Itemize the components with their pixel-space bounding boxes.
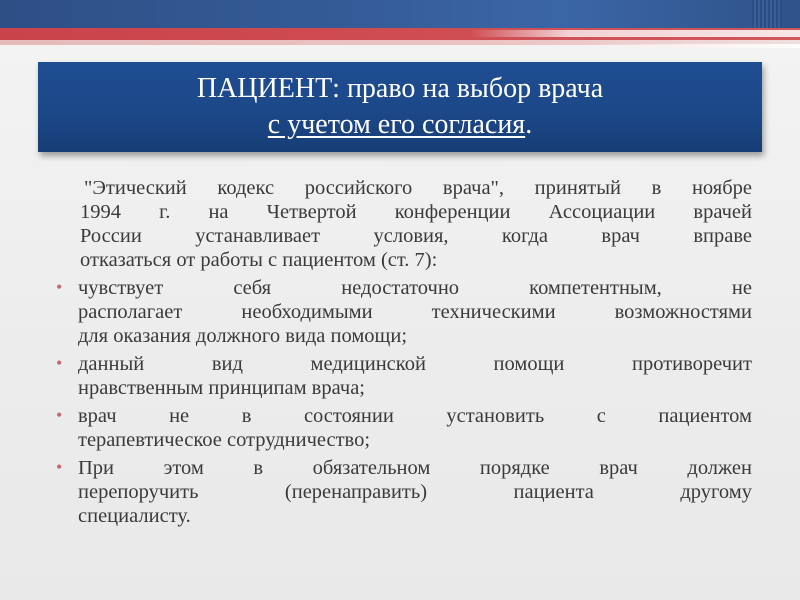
subtitle-underlined: с учетом его согласия xyxy=(267,109,526,140)
bullet-icon: • xyxy=(56,405,63,425)
bullet-icon: • xyxy=(56,277,63,297)
bullet-line: терапевтическое сотрудничество; xyxy=(78,429,371,451)
top-band-light xyxy=(600,44,800,48)
intro-paragraph xyxy=(56,176,752,272)
bullet-line: для оказания должного вида помощи; xyxy=(78,325,408,347)
bullet-line: специалисту. xyxy=(78,505,191,527)
bullet-item xyxy=(56,404,752,452)
slide-title: ПАЦИЕНТ: право на выбор врача xyxy=(196,73,604,104)
top-band-highlight xyxy=(470,30,800,37)
title-box xyxy=(38,62,762,152)
bullet-line: чувствует себя недостаточно компетентным, не xyxy=(78,277,752,299)
corner-decoration xyxy=(752,0,782,28)
intro-line: "Этический кодекс российского врача", принятый в ноябре xyxy=(84,177,752,199)
bullet-item xyxy=(56,276,752,348)
bullet-item xyxy=(56,456,752,528)
bullet-line: данный вид медицинской помощи противоречит xyxy=(78,353,752,375)
intro-line: отказаться от работы с пациентом (ст. 7): xyxy=(80,249,438,271)
subtitle-period: . xyxy=(525,109,533,140)
bullet-line: перепоручить (перенаправить) пациента другому xyxy=(78,481,752,503)
top-band-blue xyxy=(0,0,800,28)
bullet-line: врач не в состоянии установить с пациентом xyxy=(78,405,752,427)
slide-subtitle xyxy=(38,108,762,142)
intro-line: России устанавливает условия, когда врач вправе xyxy=(80,225,752,247)
bullet-icon: • xyxy=(56,353,63,373)
bullet-line: располагает необходимыми техническими возможностями xyxy=(78,301,752,323)
bullet-icon: • xyxy=(56,457,63,477)
bullet-line: нравственным принципам врача; xyxy=(78,377,365,399)
slide-content xyxy=(56,176,752,528)
intro-line: 1994 г. на Четвертой конференции Ассоциации врачей xyxy=(80,201,752,223)
bullet-line: При этом в обязательном порядке врач должен xyxy=(78,457,752,479)
bullet-item xyxy=(56,352,752,400)
